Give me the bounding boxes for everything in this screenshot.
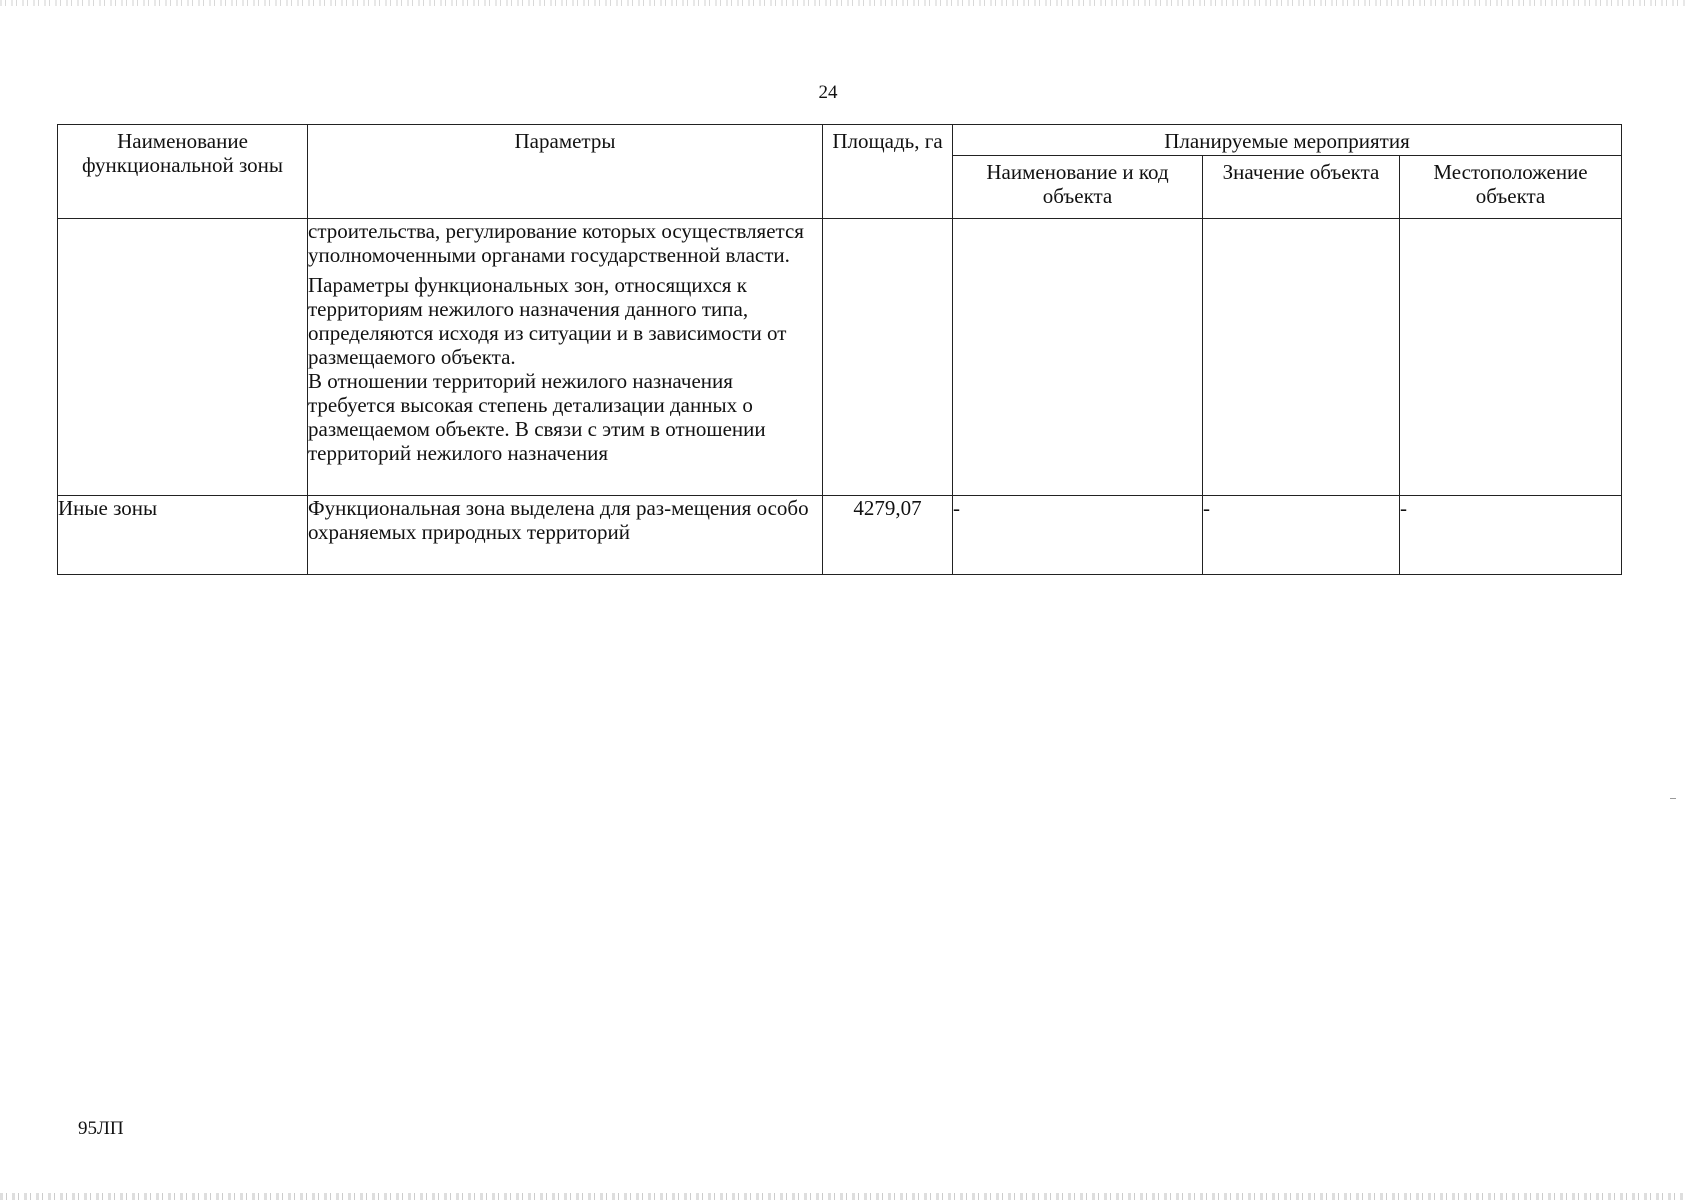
- functional-zones-table: [57, 124, 1622, 575]
- cell-area: 4279,07: [823, 496, 953, 575]
- cell-parameters: Функциональная зона выделена для раз-мещения особо охраняемых природных территорий: [308, 496, 823, 575]
- header-parameters: Параметры: [308, 125, 823, 219]
- table-header-row: [58, 125, 1622, 156]
- cell-zone-name: [58, 219, 308, 496]
- cell-area: [823, 219, 953, 496]
- scan-edge-bottom: [0, 1193, 1686, 1200]
- cell-zone-name: Иные зоны: [58, 496, 308, 575]
- cell-object-location: [1400, 219, 1622, 496]
- parameters-paragraph: В отношении территорий нежилого назначения требуется высокая степень детализации данных о размещаемом объекте. В связи с этим в отношении территорий нежилого назначения: [308, 369, 766, 465]
- margin-tick-mark: [1670, 798, 1676, 799]
- cell-object-value: -: [1203, 496, 1400, 575]
- header-zone-name: Наименование функциональной зоны: [58, 125, 308, 219]
- header-object-location: Местоположение объекта: [1400, 156, 1622, 219]
- scan-edge-top: [0, 0, 1686, 6]
- cell-object-name-code: -: [953, 496, 1203, 575]
- header-object-name-code: Наименование и код объекта: [953, 156, 1203, 219]
- page-number: 24: [818, 82, 838, 103]
- footer-document-code: 95ЛП: [78, 1118, 124, 1139]
- header-area: Площадь, га: [823, 125, 953, 219]
- cell-parameters: [308, 219, 823, 496]
- header-planned-activities: Планируемые мероприятия: [953, 125, 1622, 156]
- header-object-value: Значение объекта: [1203, 156, 1400, 219]
- cell-object-name-code: [953, 219, 1203, 496]
- table-row-continuation: [58, 219, 1622, 496]
- parameters-paragraph: строительства, регулирование которых осуществляется уполномоченными органами государственной власти.: [308, 219, 804, 267]
- cell-object-location: -: [1400, 496, 1622, 575]
- cell-object-value: [1203, 219, 1400, 496]
- table-row: [58, 496, 1622, 575]
- parameters-paragraph: Параметры функциональных зон, относящихся к территориям нежилого назначения данного типа, определяются исходя из ситуации и в зависимости от размещаемого объекта.: [308, 273, 787, 369]
